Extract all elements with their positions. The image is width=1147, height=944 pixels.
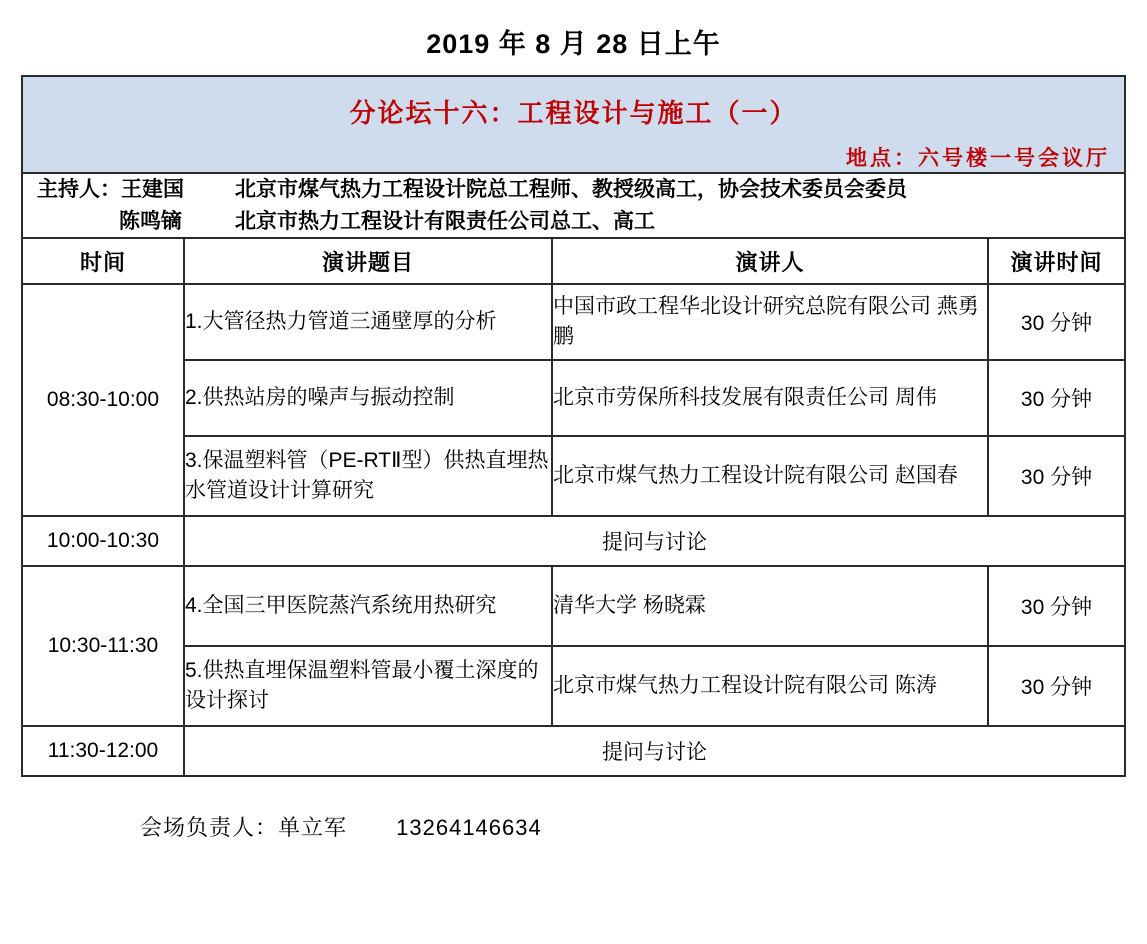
footer-label: 会场负责人：单立军 — [140, 815, 348, 840]
host-label: 主持人：王建国 — [36, 178, 184, 201]
table-row — [22, 360, 1125, 436]
column-header-topic: 演讲题目 — [184, 238, 552, 284]
duration-cell: 30 分钟 — [988, 360, 1125, 436]
topic-cell: 2.供热站房的噪声与振动控制 — [184, 360, 552, 436]
discussion-note: 提问与讨论 — [184, 516, 1125, 566]
table-row — [22, 436, 1125, 516]
table-row — [22, 726, 1125, 776]
page-title: 2019 年 8 月 28 日上午 — [426, 29, 721, 59]
table-header-row — [22, 238, 1125, 284]
table-row — [22, 516, 1125, 566]
speaker-cell: 中国市政工程华北设计研究总院有限公司 燕勇鹏 — [552, 284, 988, 360]
session-time: 08:30-10:00 — [22, 284, 184, 516]
speaker-cell: 清华大学 杨晓霖 — [552, 566, 988, 646]
forum-place: 地点：六号楼一号会议厅 — [846, 147, 1110, 170]
footer-phone: 13264146634 — [396, 815, 542, 840]
table-row — [22, 284, 1125, 360]
speaker-cell: 北京市劳保所科技发展有限责任公司 周伟 — [552, 360, 988, 436]
duration-cell: 30 分钟 — [988, 284, 1125, 360]
speaker-cell: 北京市煤气热力工程设计院有限公司 赵国春 — [552, 436, 988, 516]
topic-cell: 4.全国三甲医院蒸汽系统用热研究 — [184, 566, 552, 646]
host-entry — [23, 174, 1124, 206]
duration-cell: 30 分钟 — [988, 566, 1125, 646]
forum-title: 分论坛十六：工程设计与施工（一） — [349, 98, 798, 128]
forum-header-cell — [22, 76, 1125, 173]
topic-cell: 3.保温塑料管（PE-RTⅡ型）供热直埋热水管道设计计算研究 — [184, 436, 552, 516]
footer — [0, 811, 1147, 842]
session-time: 10:30-11:30 — [22, 566, 184, 726]
host-entry — [23, 206, 1124, 238]
duration-cell: 30 分钟 — [988, 436, 1125, 516]
table-row — [22, 566, 1125, 646]
session-time: 10:00-10:30 — [22, 516, 184, 566]
hosts-cell — [22, 173, 1125, 238]
host-description: 北京市煤气热力工程设计院总工程师、教授级高工，协会技术委员会委员 — [234, 178, 907, 201]
duration-cell: 30 分钟 — [988, 646, 1125, 726]
table-row — [22, 646, 1125, 726]
host-label: 陈鸣镝 — [118, 209, 182, 233]
column-header-time: 时间 — [22, 238, 184, 284]
forum-header-row — [22, 76, 1125, 173]
agenda-table — [21, 75, 1126, 777]
session-time: 11:30-12:00 — [22, 726, 184, 776]
column-header-duration: 演讲时间 — [988, 238, 1125, 284]
speaker-cell: 北京市煤气热力工程设计院有限公司 陈涛 — [552, 646, 988, 726]
discussion-note: 提问与讨论 — [184, 726, 1125, 776]
column-header-speaker: 演讲人 — [552, 238, 988, 284]
hosts-row — [22, 173, 1125, 238]
host-description: 北京市热力工程设计有限责任公司总工、高工 — [234, 209, 655, 233]
topic-cell: 1.大管径热力管道三通壁厚的分析 — [184, 284, 552, 360]
topic-cell: 5.供热直埋保温塑料管最小覆土深度的设计探讨 — [184, 646, 552, 726]
